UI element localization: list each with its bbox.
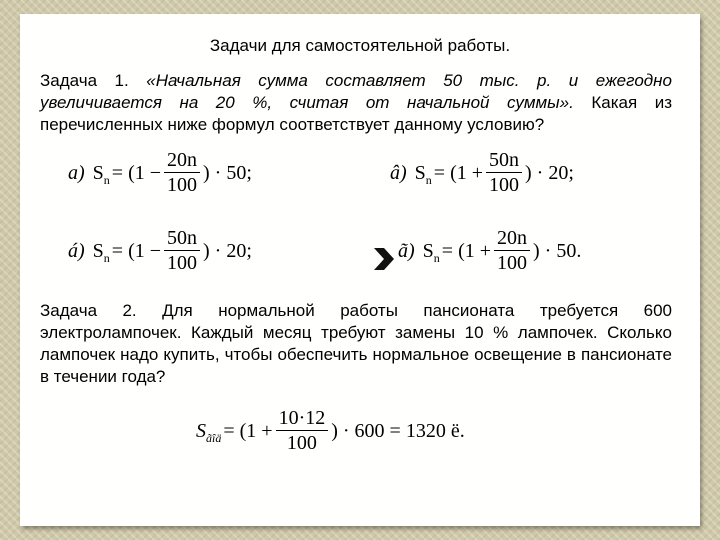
formula-c xyxy=(68,228,252,273)
task-2-body: Для нормальной работы пансионата требуется 600 электролампочек. Каждый месяц требуют замены 10 % лампочек. Сколько лампочек надо купить, чтобы обеспечить нормальное освещение в пансионате в течении года? xyxy=(40,301,673,386)
formula-b-letter: â) xyxy=(390,161,407,184)
formula-b-numerator: 50n xyxy=(486,150,522,173)
formula-a-s: S xyxy=(92,161,104,184)
answer-formula-rhs: ) · 600 = 1320 ë. xyxy=(331,419,465,442)
answer-formula xyxy=(196,408,465,453)
formula-c-numerator: 50n xyxy=(164,228,200,251)
formula-c-denominator: 100 xyxy=(167,252,198,274)
formula-b-fraction xyxy=(486,150,522,195)
formula-b-rhs: ) · 20; xyxy=(525,161,574,184)
formula-d xyxy=(398,228,581,273)
formula-d-sub: n xyxy=(433,250,440,265)
formula-c-fraction xyxy=(164,228,200,273)
answer-formula-sub: ãîä xyxy=(206,430,222,445)
answer-formula-numerator: 10·12 xyxy=(276,408,329,431)
formula-d-rhs: ) · 50. xyxy=(533,239,582,262)
formula-d-s: S xyxy=(422,239,434,262)
task-2-text xyxy=(40,300,672,388)
formula-a-fraction xyxy=(164,150,200,195)
formula-d-letter: ã) xyxy=(398,239,415,262)
formula-a xyxy=(68,150,252,195)
task-2-label: Задача 2. xyxy=(40,301,137,320)
answer-formula-lhs: = (1 + xyxy=(223,419,273,442)
task-1-text xyxy=(40,70,672,136)
formula-b-denominator: 100 xyxy=(489,174,520,196)
answer-formula-s: S xyxy=(196,419,206,442)
formula-a-letter: a) xyxy=(68,161,85,184)
formula-a-sub: n xyxy=(103,172,110,187)
answer-formula-denominator: 100 xyxy=(286,432,317,454)
formula-c-lhs: = (1 − xyxy=(111,239,162,262)
formula-b-s: S xyxy=(414,161,426,184)
formula-a-denominator: 100 xyxy=(167,174,198,196)
formula-d-numerator: 20n xyxy=(494,228,530,251)
formula-a-rhs: ) · 50; xyxy=(203,161,252,184)
answer-formula-fraction xyxy=(276,408,329,453)
formula-c-letter: á) xyxy=(68,239,85,262)
formula-d-lhs: = (1 + xyxy=(441,239,492,262)
task-1-quote: «Начальная сумма составляет 50 тыс. р. и ежегодно увеличивается на 20 %, считая от начальной суммы». xyxy=(40,71,672,112)
task-1-question: Какая из перечисленных ниже формул соответствует данному условию? xyxy=(40,93,672,134)
formula-d-denominator: 100 xyxy=(497,252,528,274)
slide-panel xyxy=(20,14,700,526)
formula-b xyxy=(390,150,574,195)
chevron-right-icon xyxy=(372,246,396,272)
formula-c-sub: n xyxy=(103,250,110,265)
task-1-label: Задача 1. xyxy=(40,71,129,90)
formula-c-s: S xyxy=(92,239,104,262)
formula-a-numerator: 20n xyxy=(164,150,200,173)
formula-d-fraction xyxy=(494,228,530,273)
page-title: Задачи для самостоятельной работы. xyxy=(209,36,511,55)
formula-a-lhs: = (1 − xyxy=(111,161,162,184)
formula-b-lhs: = (1 + xyxy=(433,161,484,184)
formula-b-sub: n xyxy=(425,172,432,187)
formula-c-rhs: ) · 20; xyxy=(203,239,252,262)
